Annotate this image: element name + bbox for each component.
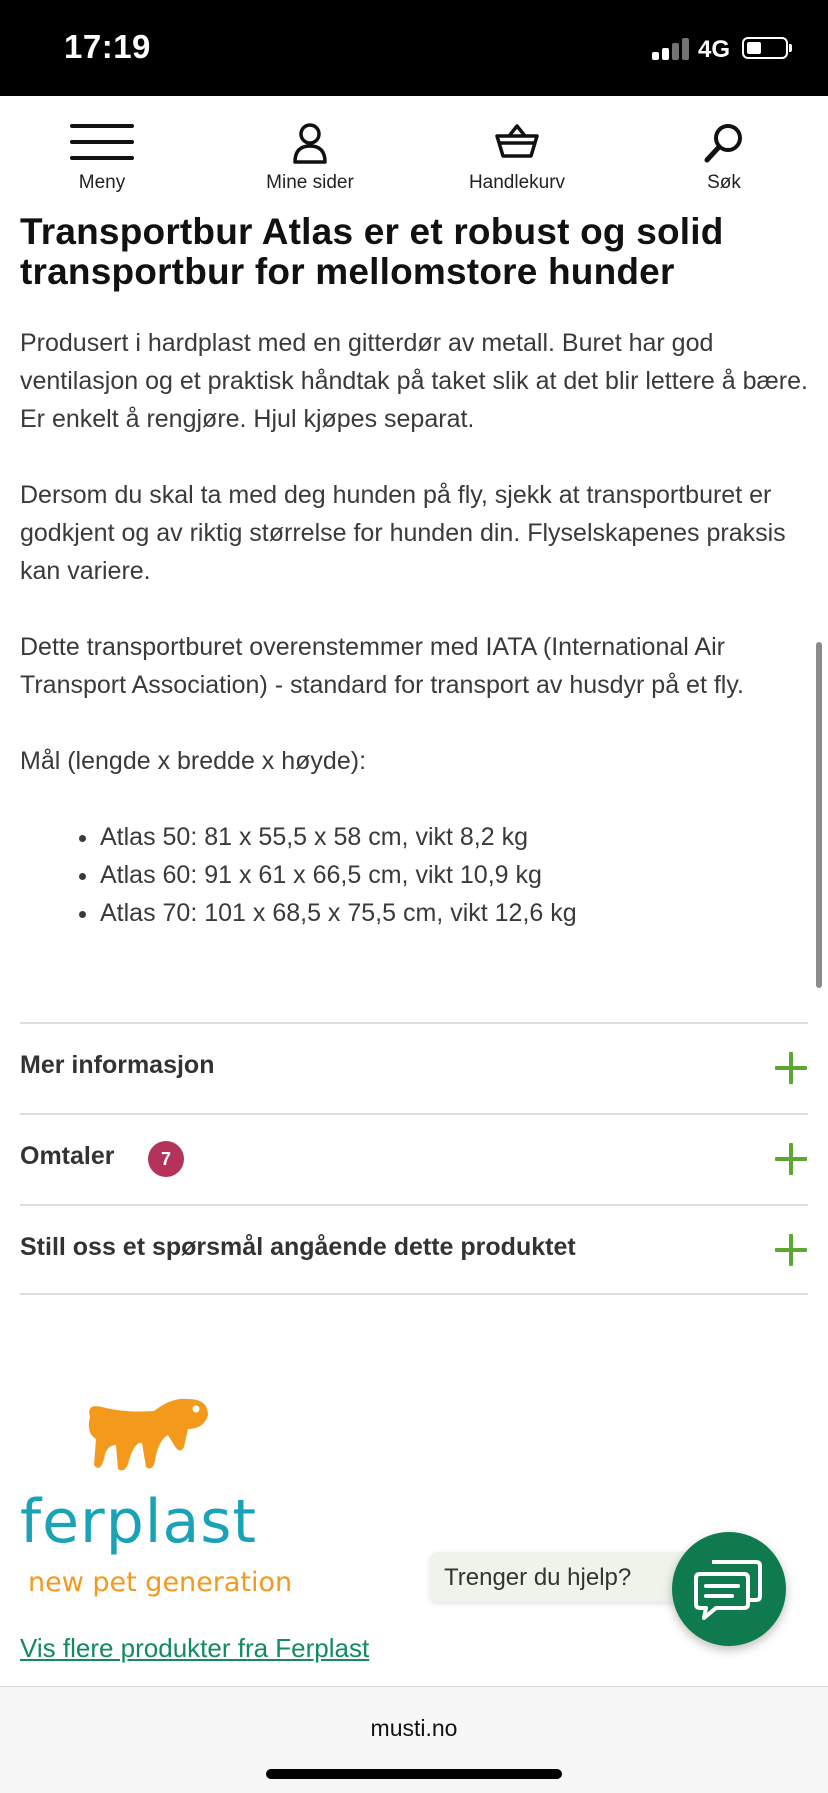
description-paragraph: Produsert i hardplast med en gitterdør av metall. Buret har god ventilasjon og et praktisk håndtak på taket slik at det blir lettere å bære. Er enkelt å rengjøre. Hjul kjøpes separat. [20, 329, 808, 433]
accordion-more-info[interactable] [20, 1022, 808, 1113]
nav-basket[interactable] [427, 96, 607, 206]
list-item: • Atlas 60: 91 x 61 x 66,5 cm, vikt 10,9 kg [100, 856, 810, 894]
plus-icon[interactable] [774, 1142, 808, 1176]
home-indicator[interactable] [266, 1769, 562, 1779]
brand-name: ferplast [20, 1487, 258, 1557]
basket-icon [495, 122, 539, 160]
battery-fill [747, 42, 761, 54]
brand-logo[interactable] [20, 1395, 300, 1615]
help-text: Trenger du hjelp? [444, 1564, 632, 1591]
accordion-label: Still oss et spørsmål angående dette produktet [20, 1233, 576, 1261]
search-icon [703, 122, 745, 164]
accordion-reviews[interactable] [20, 1113, 808, 1204]
nav-my-pages[interactable] [220, 96, 400, 206]
status-bar [0, 0, 828, 96]
description-paragraph: Dette transportburet overenstemmer med IATA (International Air Transport Association) - standard for transport av husdyr på et fly. [20, 633, 744, 699]
signal-icon [652, 36, 692, 60]
chat-icon [692, 1552, 766, 1626]
accordion-label: Omtaler [20, 1142, 115, 1170]
nav-menu-label: Meny [78, 172, 126, 193]
hamburger-menu-icon [70, 122, 134, 162]
nav-my-pages-label: Mine sider [266, 172, 354, 193]
list-item: • Atlas 50: 81 x 55,5 x 58 cm, vikt 8,2 kg [100, 818, 810, 856]
more-products-link[interactable]: Vis flere produkter fra Ferplast [20, 1633, 370, 1663]
browser-bottom-bar [0, 1686, 828, 1793]
description-paragraph: Dersom du skal ta med deg hunden på fly, sjekk at transportburet er godkjent og av riktig størrelse for hunden din. Flyselskapenes praksis kan variere. [20, 481, 786, 585]
dimensions-list [20, 818, 810, 932]
accordion-ask-question[interactable] [20, 1204, 808, 1295]
domain-label[interactable]: musti.no [370, 1715, 458, 1741]
product-description [20, 212, 810, 932]
plus-icon[interactable] [774, 1051, 808, 1085]
nav-menu[interactable] [12, 96, 192, 206]
scrollbar[interactable] [816, 642, 822, 988]
network-type: 4G [698, 36, 731, 63]
nav-basket-label: Handlekurv [468, 172, 566, 193]
accordion-label: Mer informasjon [20, 1051, 215, 1079]
dimensions-heading: Mål (lengde x bredde x høyde): [20, 747, 367, 775]
list-item: • Atlas 70: 101 x 68,5 x 75,5 cm, vikt 12,6 kg [100, 894, 810, 932]
top-nav [0, 96, 828, 206]
battery-icon [742, 37, 788, 59]
status-time: 17:19 [64, 28, 151, 65]
product-title: Transportbur Atlas er et robust og solid transportbur for mellomstore hunder [20, 211, 724, 292]
product-accordion [20, 1022, 808, 1295]
user-icon [292, 122, 328, 164]
ferplast-dog-icon [84, 1395, 224, 1477]
nav-search-label: Søk [707, 172, 741, 193]
help-prompt[interactable] [430, 1552, 700, 1602]
brand-tagline: new pet generation [28, 1567, 293, 1598]
chat-button[interactable] [672, 1532, 786, 1646]
reviews-count-badge: 7 [148, 1141, 184, 1177]
plus-icon[interactable] [774, 1233, 808, 1267]
nav-search[interactable] [634, 96, 814, 206]
